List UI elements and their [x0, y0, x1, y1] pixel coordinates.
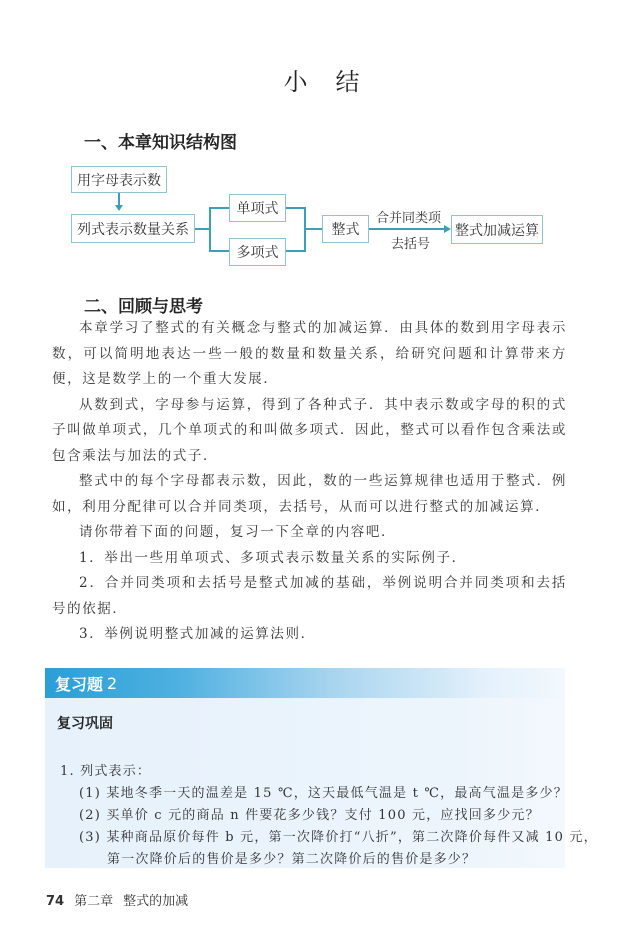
review-subheading: 复习巩固 [57, 716, 113, 732]
connector-line [304, 228, 322, 230]
paragraph: 从数到式，字母参与运算，得到了各种式子．其中表示数或字母的积的式子叫做单项式，几个单项式的和叫做多项式．因此，整式可以看作包含乘法或包含乘法与加法的式子． [52, 396, 567, 464]
exercise-item-continued: 第一次降价后的售价是多少？第二次降价后的售价是多少？ [107, 852, 477, 867]
connector-line [209, 207, 211, 252]
exercise-stem: 1. 列式表示： [60, 764, 152, 779]
review-number: 2 [107, 673, 118, 693]
review-reflection-text [52, 316, 567, 648]
paragraph: 请你带着下面的问题，复习一下全章的内容吧． [79, 524, 397, 540]
paragraph: 本章学习了整式的有关概念与整式的加减运算．由具体的数到用字母表示数，可以简明地表达一些一般的数量和数量关系，给研究问题和计算带来方便，这是数学上的一个重大发展． [52, 320, 567, 387]
chapter-title: 整式的加减 [123, 894, 189, 909]
section-heading-review: 二、回顾与思考 [84, 297, 203, 317]
page-number: 74 [46, 894, 65, 909]
question-item: 1．举出一些用单项式、多项式表示数量关系的实际例子． [79, 549, 467, 566]
arrow-right-icon [444, 225, 451, 233]
node-monomial: 单项式 [229, 194, 286, 222]
edge-label-combine-like-terms: 合并同类项 [376, 211, 442, 226]
chapter-label: 第二章 [74, 894, 114, 909]
exercise-item: (2) 买单价 c 元的商品 n 件要花多少钱？支付 100 元，应找回多少元？ [79, 808, 540, 823]
review-title: 复习题 [55, 674, 104, 694]
node-addition-subtraction: 整式加减运算 [451, 215, 543, 244]
connector-line [286, 207, 306, 209]
node-integral-expression: 整式 [322, 215, 369, 243]
connector-line [209, 207, 229, 209]
arrow-down-icon [115, 205, 123, 211]
exercise-item: (3) 某种商品原价每件 b 元，第一次降价打“八折”，第二次降价每件又减 10 元， [79, 830, 598, 845]
review-exercises-panel [45, 668, 598, 868]
edge-label-remove-brackets: 去括号 [391, 237, 431, 252]
connector-line [286, 250, 306, 252]
paragraph: 整式中的每个字母都表示数，因此，数的一些运算规律也适用于整式．例如，利用分配律可以合并同类项，去括号，从而可以进行整式的加减运算． [52, 473, 567, 515]
page-footer [46, 890, 188, 909]
review-exercises-header [45, 668, 565, 698]
node-expressions: 列式表示数量关系 [71, 214, 195, 243]
section-heading-structure: 一、本章知识结构图 [84, 133, 237, 153]
exercise-item: (1) 某地冬季一天的温差是 15 ℃，这天最低气温是 t ℃，最高气温是多少？ [79, 786, 568, 801]
page-title: 小结 [283, 68, 388, 96]
question-item: 3．举例说明整式加减的运算法则． [79, 626, 316, 642]
question-item: 2．合并同类项和去括号是整式加减的基础，举例说明合并同类项和去括号的依据． [52, 575, 567, 617]
connector-line [369, 228, 445, 230]
connector-line [209, 250, 229, 252]
node-letters-represent-numbers: 用字母表示数 [71, 166, 167, 193]
node-polynomial: 多项式 [229, 238, 286, 266]
